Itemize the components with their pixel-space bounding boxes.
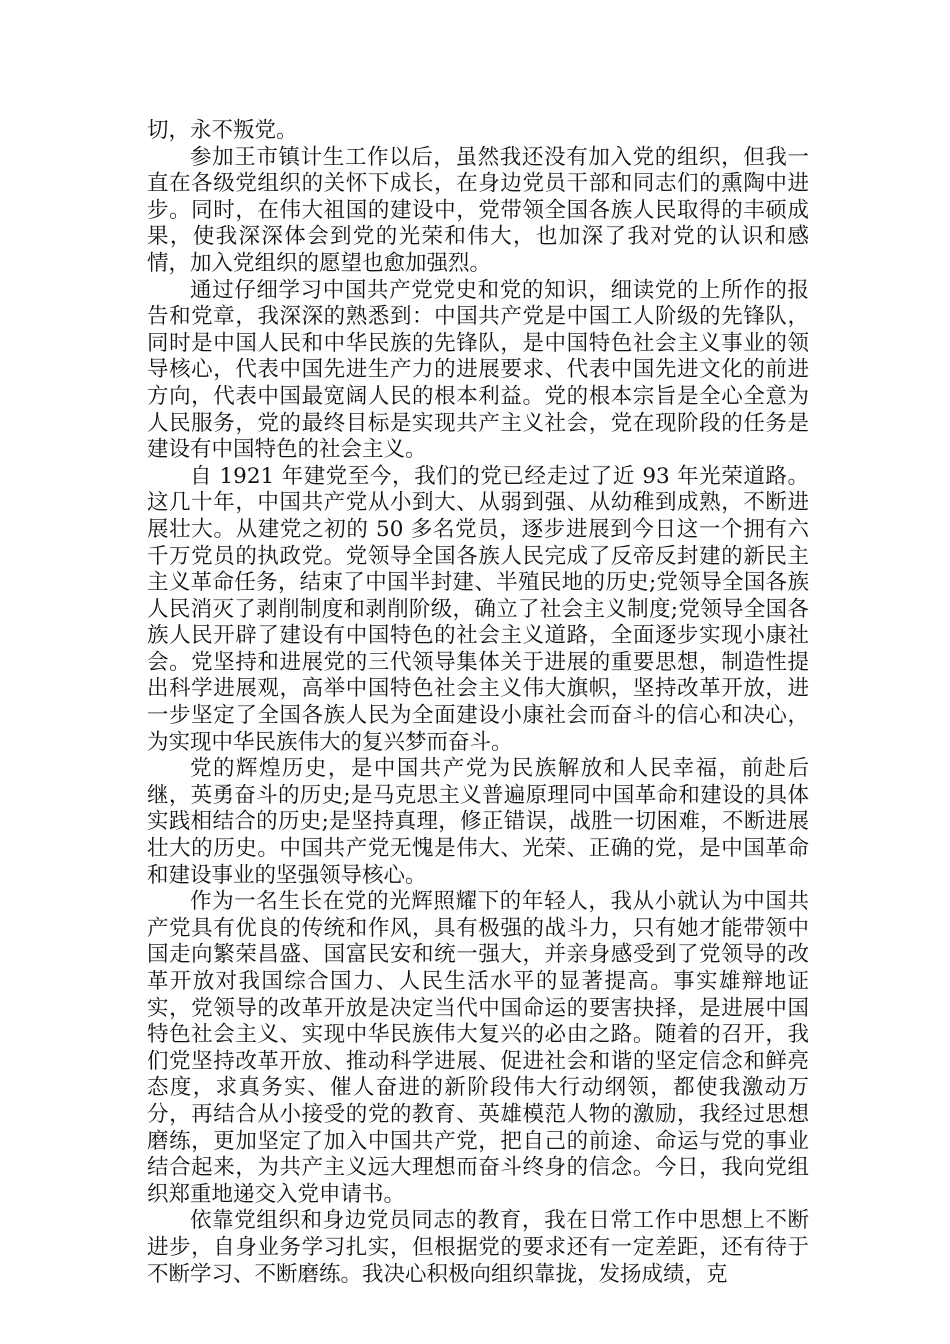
paragraph-2: 参加王市镇计生工作以后，虽然我还没有加入党的组织，但我一直在各级党组织的关怀下成长，在身边党员干部和同志们的熏陶中进步。同时，在伟大祖国的建设中，党带领全国各族人民取得的丰硕成果，使我深深体会到党的光荣和伟大，也加深了我对党的认识和感情，加入党组织的愿望也愈加强烈。 xyxy=(147,144,809,276)
paragraph-4: 自 1921 年建党至今，我们的党已经走过了近 93 年光荣道路。这几十年，中国共产党从小到大、从弱到强、从幼稚到成熟，不断进展壮大。从建党之初的 50 多名党员，逐步进展到今日这一个拥有六千万党员的执政党。党领导全国各族人民完成了反帝反封建的新民主主义革命任务，结束了中国半封建、半殖民地的历史;党领导全国各族人民消灭了剥削制度和剥削阶级，确立了社会主义制度;党领导全国各族人民开辟了建设有中国特色的社会主义道路，全面逐步实现小康社会。党坚持和进展党的三代领导集体关于进展的重要思想，制造性提出科学进展观，高举中国特色社会主义伟大旗帜，坚持改革开放，进一步坚定了全国各族人民为全面建设小康社会而奋斗的信心和决心，为实现中华民族伟大的复兴梦而奋斗。 xyxy=(147,463,809,755)
paragraph-1: 切，永不叛党。 xyxy=(147,118,298,143)
paragraph-3: 通过仔细学习中国共产党党史和党的知识，细读党的上所作的报告和党章，我深深的熟悉到：中国共产党是中国工人阶级的先锋队，同时是中国人民和中华民族的先锋队，是中国特色社会主义事业的领导核心，代表中国先进生产力的进展要求、代表中国先进文化的前进方向，代表中国最宽阔人民的根本利益。党的根本宗旨是全心全意为人民服务，党的最终目标是实现共产主义社会，党在现阶段的任务是建设有中国特色的社会主义。 xyxy=(147,277,809,463)
paragraph-5: 党的辉煌历史，是中国共产党为民族解放和人民幸福，前赴后继，英勇奋斗的历史;是马克思主义普遍原理同中国革命和建设的具体实践相结合的历史;是坚持真理，修正错误，战胜一切困难，不断进展壮大的历史。中国共产党无愧是伟大、光荣、正确的党，是中国革命和建设事业的坚强领导核心。 xyxy=(147,756,809,888)
paragraph-7: 依靠党组织和身边党员同志的教育，我在日常工作中思想上不断进步，自身业务学习扎实，但根据党的要求还有一定差距，还有待于不断学习、不断磨练。我决心积极向组织靠拢，发扬成绩，克 xyxy=(147,1208,809,1287)
paragraph-6: 作为一名生长在党的光辉照耀下的年轻人，我从小就认为中国共产党具有优良的传统和作风，具有极强的战斗力，只有她才能带领中国走向繁荣昌盛、国富民安和统一强大，并亲身感受到了党领导的改革开放对我国综合国力、人民生活水平的显著提高。事实雄辩地证实，党领导的改革开放是决定当代中国命运的要害抉择，是进展中国特色社会主义、实现中华民族伟大复兴的必由之路。随着的召开，我们党坚持改革开放、推动科学进展、促进社会和谐的坚定信念和鲜亮态度，求真务实、催人奋进的新阶段伟大行动纲领，都使我激动万分，再结合从小接受的党的教育、英雄模范人物的激励，我经过思想磨练，更加坚定了加入中国共产党，把自己的前途、命运与党的事业结合起来，为共产主义远大理想而奋斗终身的信念。今日，我向党组织郑重地递交入党申请书。 xyxy=(147,889,809,1207)
document-body xyxy=(147,118,809,1288)
